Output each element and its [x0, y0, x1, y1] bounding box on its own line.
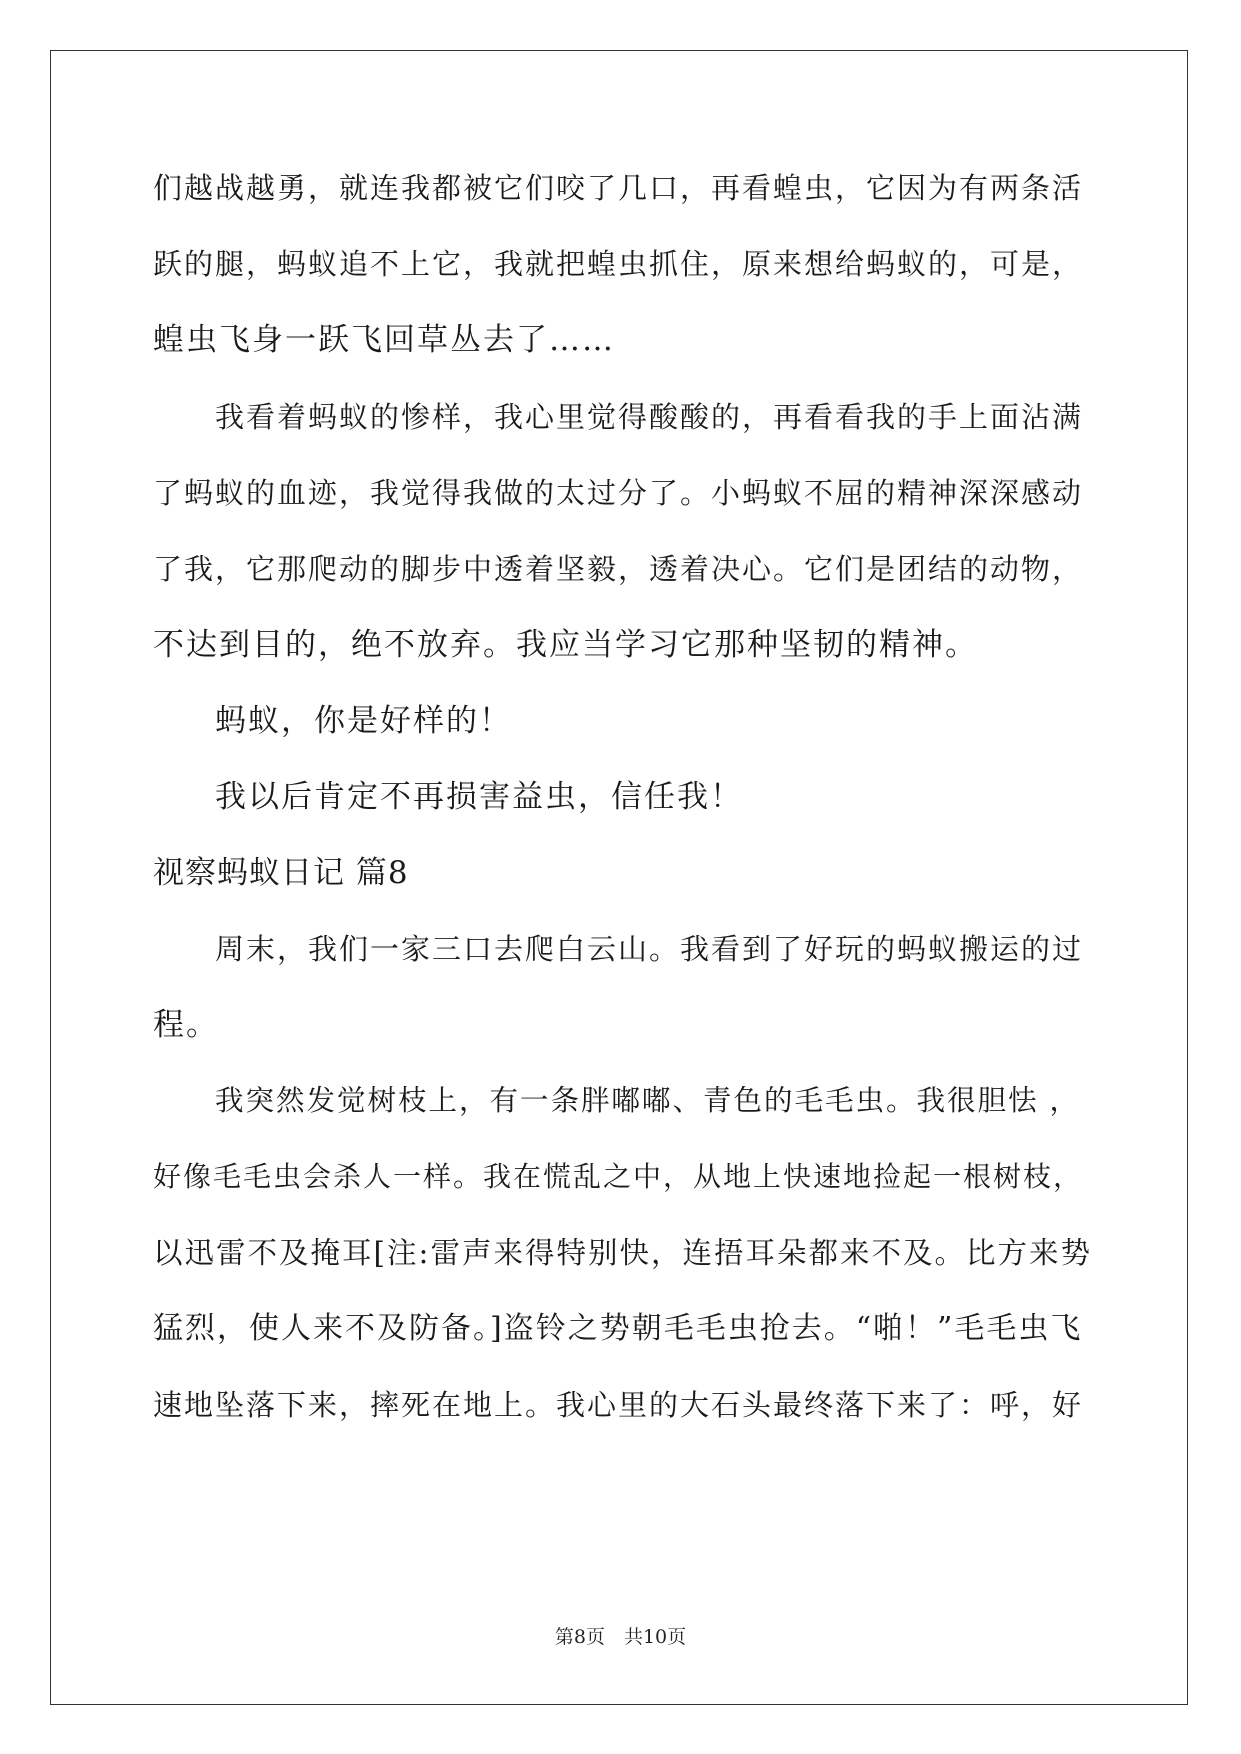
text-line: 了我，它那爬动的脚步中透着坚毅，透着决心。它们是团结的动物， [153, 552, 1084, 586]
section-heading: 视察蚂蚁日记 篇8 [153, 855, 409, 891]
text-line: 了蚂蚁的血迹，我觉得我做的太过分了。小蚂蚁不屈的精神深深感动 [153, 476, 1084, 510]
text-line: 们越战越勇，就连我都被它们咬了几口，再看蝗虫，它因为有两条活 [153, 171, 1084, 205]
paragraph-first-line: 我突然发觉树枝上，有一条胖嘟嘟、青色的毛毛虫。我很胆怯 ， [215, 1084, 1081, 1117]
text-line: 不达到目的，绝不放弃。我应当学习它那种坚韧的精神。 [153, 627, 978, 663]
text-line: 速地坠落下来，摔死在地上。我心里的大石头最终落下来了：呼，好 [153, 1388, 1084, 1422]
text-line: 跃的腿，蚂蚁追不上它，我就把蝗虫抓住，原来想给蚂蚁的，可是， [153, 247, 1084, 281]
paragraph-first-line: 蚂蚁，你是好样的！ [215, 703, 512, 739]
paragraph-first-line: 周末，我们一家三口去爬白云山。我看到了好玩的蚂蚁搬运的过 [215, 932, 1084, 966]
text-line: 程。 [153, 1007, 219, 1043]
text-line: 好像毛毛虫会杀人一样。我在慌乱之中，从地上快速地捡起一根树枝， [153, 1160, 1084, 1193]
paragraph-first-line: 我看着蚂蚁的惨样，我心里觉得酸酸的，再看看我的手上面沾满 [215, 400, 1084, 434]
text-line: 蝗虫飞身一跃飞回草丛去了…… [153, 322, 615, 358]
text-line: 猛烈，使人来不及防备。]盗铃之势朝毛毛虫抢去。“啪！”毛毛虫飞 [153, 1311, 1083, 1346]
text-line: 以迅雷不及掩耳[注:雷声来得特别快，连捂耳朵都来不及。比方来势 [153, 1236, 1092, 1270]
paragraph-first-line: 我以后肯定不再损害益虫，信任我！ [215, 779, 743, 815]
page-number-footer: 第8页 共10页 [554, 1626, 687, 1648]
